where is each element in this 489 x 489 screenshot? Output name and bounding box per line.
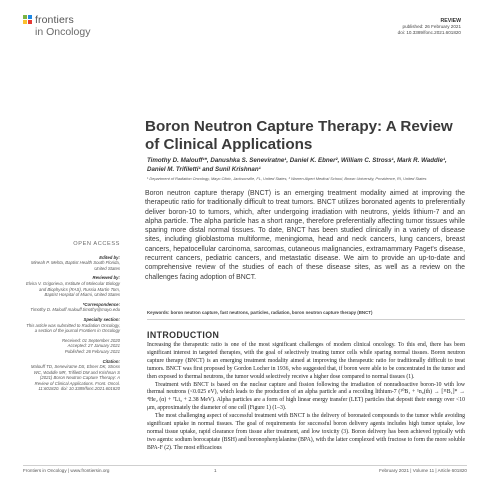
article-type: REVIEW [440, 18, 461, 24]
footer-journal-link[interactable]: Frontiers in Oncology | www.frontiersin.org [23, 468, 110, 473]
reviewed-by-value: Elvira V. Grigorieva, Institute of Molecular Biology and Biophysics (RAS), Russia Martin Tom, Baptist Hospital of Miami, United States [26, 280, 121, 298]
received-date: Received: 01 September 2020 [61, 337, 120, 343]
journal-name: in Oncology [35, 26, 91, 38]
keywords: Keywords: boron neutron capture, fast neutrons, particles, radiation, boron neutron capture therapy (BNCT) [147, 310, 373, 315]
article-sidebar [26, 242, 120, 396]
brand-name: frontiers [35, 14, 74, 26]
journal-logo[interactable] [23, 14, 143, 44]
specialty-value: This article was submitted to Radiation Oncology, a section of the journal Frontiers in Oncology [26, 322, 120, 334]
reviewed-by-label: Reviewed by: [92, 275, 120, 281]
open-access-badge[interactable]: OPEN ACCESS [73, 241, 120, 247]
article-doi[interactable]: doi: 10.3389/fonc.2021.601820 [397, 30, 461, 35]
accepted-date: Accepted: 27 January 2021 [67, 343, 120, 349]
published-date-sidebar: Published: 26 February 2021 [64, 348, 120, 354]
section-divider [147, 319, 465, 320]
footer-divider [23, 465, 467, 466]
citation-value: Malouff TD, Seneviratne DS, Ebner DK, Stross WC, Waddle MR, Trifiletti DM and Krishnan S (2021) Boron Neutron Capture Therapy: A Review of Clinical Applications. Front. Oncol. 11:601820. doi: 10.3389/fonc.2021.601820 [30, 364, 120, 392]
article-title: Boron Neutron Capture Therapy: A Review of Clinical Applications [145, 118, 453, 153]
page-number: 1 [214, 468, 217, 473]
specialty-label: Specialty section: [83, 316, 120, 322]
author-affiliation: ¹ Department of Radiation Oncology, Mayo Clinic, Jacksonville, FL, United States, ² Warren Alpert Medical School, Brown University, Providence, RI, United States [147, 176, 427, 181]
edited-by-label: Edited by: [99, 254, 120, 260]
introduction-body [147, 342, 465, 453]
correspondence-label: *Correspondence: [82, 301, 120, 307]
article-meta [398, 18, 461, 36]
abstract-text: Boron neutron capture therapy (BNCT) is an emerging treatment modality aimed at improving the therapeutic ratio for traditionally difficult to treat tumors. BNCT utilizes boronated agents to preferentially deliver boron-10 to tumors, which, after undergoing irradiation with neutrons, yields lithium-7 and an alpha particle. The alpha particle has a short range, therefore preferentially affecting tumor tissues while sparing more distal normal tissues. To date, BNCT has been studied clinically in a variety of disease sites, including glioblastoma multiforme, meningioma, head and neck cancers, lung cancers, breast cancers, hepatocellular carcinoma, sarcomas, cutaneous malignancies, extramammary Paget's disease, recurrent cancers, pediatric cancers, and metastatic disease. We aim to provide an up-to-date and comprehensive review of the studies of each of these disease sites, as well as a review on the challenges facing adoption of BNCT. [145, 190, 465, 281]
edited-by-value: Mineah P. Mehta, Baptist Health South Florida, United States [30, 260, 120, 271]
intro-paragraph-3: The most challenging aspect of successful treatment with BNCT is the delivery of boronated compounds to the tumor while avoiding significant uptake in normal tissues. The goal of requirements for successful boron delivery agents includes high tumor uptake, low normal tissue uptake, rapid clearance from tissue after treatment, and low toxicity (3). Boron delivery has been achieved typically with two agents: sodium borocaptate (BSH) and boronophenylalanine (BPA), with the latter complexed with fructose to form the more soluble BPA-F (2). The most efficacious [147, 413, 465, 451]
introduction-heading: INTRODUCTION [147, 330, 220, 340]
intro-paragraph-1: Increasing the therapeutic ratio is one of the most significant challenges of modern clinical oncology. To this end, there has been significant interest in targeted therapies, with the goal of selectively treating tumor cells while sparing normal tissues. Boron neutron capture therapy (BNCT) is an emerging treatment modality aimed at improving the therapeutic ratio for traditionally difficult to treat tumors. BNCT was first proposed by Gordon Locher in 1936, who suggested that, if boron were able to be concentrated in the tumor and then exposed to thermal neutrons, the tumor would selectively receive a higher dose compared to normal tissues (1). [147, 342, 465, 380]
frontiers-logo-icon [23, 15, 32, 24]
footer-volume-info: February 2021 | Volume 11 | Article 601820 [379, 468, 467, 473]
author-list[interactable]: Timothy D. Malouff¹*, Danushka S. Seneviratne¹, Daniel K. Ebner², William C. Stross¹, Mark R. Waddle¹, Daniel M. Trifiletti¹ and Sunil Krishnan¹ [147, 157, 447, 173]
published-date: published: 26 February 2021 [402, 24, 461, 29]
correspondence-value[interactable]: Timothy D. Malouff malouff.timothy@mayo.edu [30, 307, 120, 313]
intro-paragraph-2: Treatment with BNCT is based on the nuclear capture and fission following the irradiation of nonradioactive boron-10 with low thermal neutrons (<0.025 eV), which leads to the production of an alpha particle and a recoiling lithium-7 (¹⁰B₁ + ¹n₀(th) → [¹¹B₁]* → ⁴He₂ (α) + ⁷Li₃ + 2.38 MeV). Alpha particles are a form of high linear energy transfer (LET) particles that deposit their energy over <10 μm, approximately the diameter of one cell (Figure 1) (1–3). [147, 381, 465, 412]
citation-label: Citation: [102, 358, 120, 364]
